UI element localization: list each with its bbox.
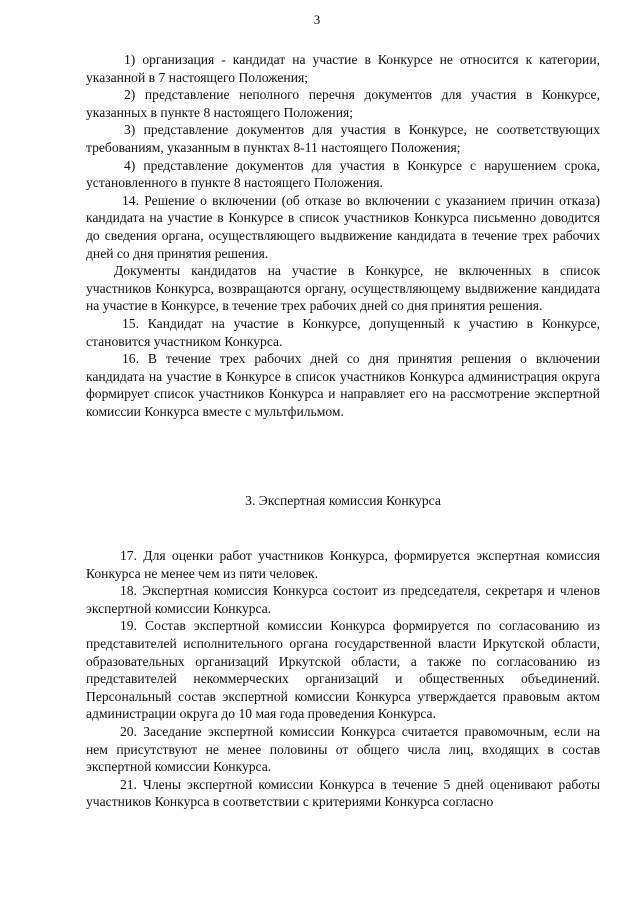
paragraph-item-4: 4) представление документов для участия в Конкурсе с нарушением срока, установленного в пункте 8 настоящего Положения.: [86, 157, 600, 191]
paragraph-item-3: 3) представление документов для участия в Конкурсе, не соответствующих требованиям, указанным в пунктах 8-11 настоящего Положения;: [86, 122, 600, 155]
section-heading: 3. Экспертная комиссия Конкурса: [245, 493, 441, 508]
paragraphs-block-2: [86, 547, 600, 811]
paragraph-15: 15. Кандидат на участие в Конкурсе, допущенный к участию в Конкурсе, становится участником Конкурса.: [86, 315, 600, 349]
paragraph-20: 20. Заседание экспертной комиссии Конкурса считается правомочным, если на нем присутствуют не менее половины от общего числа лиц, входящих в состав экспертной комиссии Конкурса.: [86, 723, 600, 775]
paragraph-19: 19. Состав экспертной комиссии Конкурса формируется по согласованию из представителей исполнительного органа государственной власти Иркутской области, образовательных организаций Иркутской области, а также по согласованию из представителей некоммерческих организаций и общественных объединений. Персональный состав экспертной комиссии Конкурса утверждается правовым актом администрации округа до 10 мая года проведения Конкурса.: [86, 618, 600, 722]
paragraphs-block-1: [86, 51, 600, 420]
paragraph-documents-return: Документы кандидатов на участие в Конкурсе, не включенных в список участников Конкурса, возвращаются органу, осуществляющему выдвижение кандидата на участие в Конкурсе, в течение трех рабочих дней со дня принятия решения.: [86, 263, 600, 314]
paragraph-14: 14. Решение о включении (об отказе во включении с указанием причин отказа) кандидата на участие в Конкурсе в список участников Конкурса письменно доводится до сведения органа, осуществляющего выдвижение кандидата в течение трех рабочих дней со дня принятия решения.: [86, 192, 600, 261]
paragraph-17: 17. Для оценки работ участников Конкурса, формируется экспертная комиссия Конкурса не менее чем из пяти человек.: [86, 548, 600, 581]
paragraph-item-2: 2) представление неполного перечня документов для участия в Конкурсе, указанных в пункте 8 настоящего Положения;: [86, 87, 600, 120]
paragraph-item-1: 1) организация - кандидат на участие в Конкурсе не относится к категории, указанной в 7 настоящего Положения;: [86, 52, 600, 85]
page-number: 3: [313, 12, 321, 27]
paragraph-21: 21. Члены экспертной комиссии Конкурса в течение 5 дней оценивают работы участников Конкурса в соответствии с критериями Конкурса согласно: [86, 776, 600, 810]
paragraph-18: 18. Экспертная комиссия Конкурса состоит из председателя, секретаря и членов экспертной комиссии Конкурса.: [86, 583, 600, 616]
paragraph-16: 16. В течение трех рабочих дней со дня принятия решения о включении кандидата на участие в Конкурсе в список участников Конкурса администрация округа формирует список участников Конкурса и направляет его на рассмотрение экспертной комиссии Конкурса вместе с мультфильмом.: [86, 351, 600, 419]
